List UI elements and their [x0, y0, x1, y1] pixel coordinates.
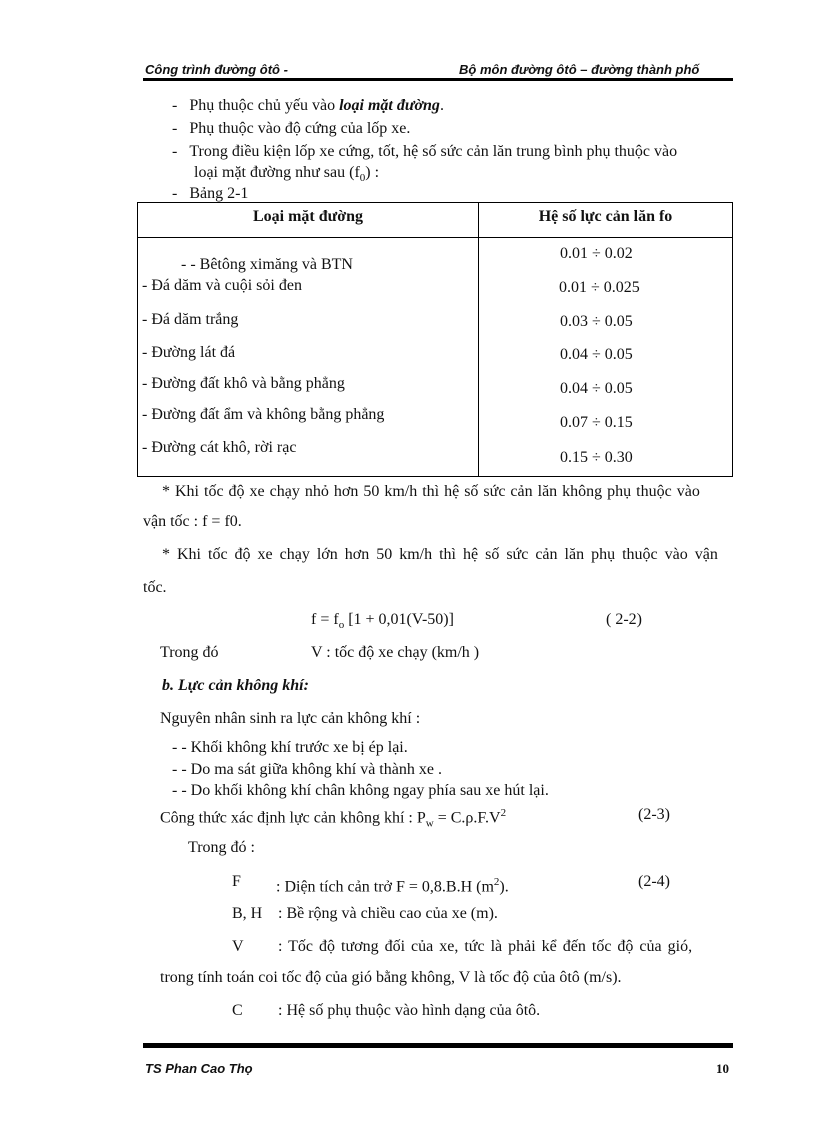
table-surface-column: [138, 238, 479, 477]
bullet-4: - Bảng 2-1: [172, 185, 249, 202]
table-row-coefficient: 0.01 ÷ 0.025: [559, 279, 640, 296]
page-number: 10: [716, 1061, 729, 1076]
rolling-resistance-table: [137, 202, 733, 477]
table-row-surface: - Đường cát khô, rời rạc: [142, 439, 297, 456]
cause-item: - - Do ma sát giữa không khí và thành xe .: [172, 761, 442, 778]
def-c-text: : Hệ số phụ thuộc vào hình dạng của ôtô.: [278, 1002, 541, 1019]
table-row-coefficient: 0.04 ÷ 0.05: [560, 380, 633, 397]
def-bh-symbol: B, H: [232, 905, 263, 922]
table-row-surface: - Đường đất khô và bằng phẳng: [142, 375, 345, 392]
formula-2-4-number: (2-4): [638, 873, 670, 890]
def-v-symbol: V: [232, 938, 244, 955]
bullet-3: - Trong điều kiện lốp xe cứng, tốt, hệ số sức cản lăn trung bình phụ thuộc vào: [172, 143, 678, 160]
para2-line1: * Khi tốc độ xe chạy lớn hơn 50 km/h thì hệ số sức cản lăn phụ thuộc vào vận: [162, 546, 718, 563]
table-row-surface: - Đường đất ẩm và không bằng phẳng: [142, 406, 385, 423]
formula-2-2-number: ( 2-2): [606, 611, 642, 628]
where-label-2: Trong đó :: [188, 839, 255, 856]
table-header-surface: Loại mặt đường: [138, 203, 479, 238]
table-coefficient-column: [479, 238, 733, 477]
def-v-text: : Tốc độ tương đối của xe, tức là phải kể đến tốc độ của gió,: [278, 938, 693, 955]
cause-item: - - Do khối không khí chân không ngay phía sau xe hút lại.: [172, 782, 549, 799]
where-v-definition: V : tốc độ xe chạy (km/h ): [311, 644, 480, 661]
header-rule: [143, 78, 733, 81]
causes-intro: Nguyên nhân sinh ra lực cản không khí :: [160, 710, 421, 727]
para1-line1: * Khi tốc độ xe chạy nhỏ hơn 50 km/h thì hệ số sức cản lăn không phụ thuộc vào: [162, 483, 700, 500]
table-row-surface: - - Bêtông ximăng và BTN: [181, 256, 353, 273]
table-row-surface: - Đá dăm và cuội sỏi đen: [142, 277, 302, 294]
table-header-coefficient: Hệ số lực cản lăn fo: [479, 203, 733, 238]
formula-2-2: $f = f_o$ [1 + 0,01(V-50)]: [311, 611, 454, 632]
header-left: Công trình đường ôtô -: [145, 62, 288, 77]
table-row-surface: - Đá dăm trắng: [142, 311, 239, 328]
formula-2-3: Công thức xác định lực cản không khí : $P_w = C.\rho.F.V^2$: [160, 807, 507, 830]
def-f-symbol: F: [232, 873, 241, 890]
def-f-text: : Diện tích cản trở F = 0,8.B.H $(m^2)$.: [276, 876, 509, 896]
table-row-coefficient: 0.01 ÷ 0.02: [560, 245, 633, 262]
table-row-coefficient: 0.03 ÷ 0.05: [560, 313, 633, 330]
table-row-coefficient: 0.04 ÷ 0.05: [560, 346, 633, 363]
bullet-1: - Phụ thuộc chủ yếu vào loại mặt đường.: [172, 97, 444, 114]
formula-2-3-number: (2-3): [638, 806, 670, 823]
para2-line2: tốc.: [143, 579, 167, 596]
header-right: Bộ môn đường ôtô – đường thành phố: [459, 62, 700, 77]
where-label-1: Trong đó: [160, 644, 219, 661]
def-c-symbol: C: [232, 1002, 243, 1019]
table-row-surface: - Đường lát đá: [142, 344, 236, 361]
bullet-2: - Phụ thuộc vào độ cứng của lốp xe.: [172, 120, 411, 137]
def-v-continuation: trong tính toán coi tốc độ của gió bằng không, V là tốc độ của ôtô (m/s).: [160, 969, 622, 986]
table-row-coefficient: 0.15 ÷ 0.30: [560, 449, 633, 466]
def-bh-text: : Bề rộng và chiều cao của xe (m).: [278, 905, 498, 922]
bullet-3-cont: loại mặt đường như sau $(f_0)$ :: [194, 164, 380, 185]
footer-rule: [143, 1043, 733, 1048]
para1-line2: vận tốc : f = f0.: [143, 513, 242, 530]
cause-item: - - Khối không khí trước xe bị ép lại.: [172, 739, 408, 756]
section-heading-b: b. Lực cản không khí:: [162, 677, 309, 694]
table-row-coefficient: 0.07 ÷ 0.15: [560, 414, 633, 431]
footer-author: TS Phan Cao Thọ: [145, 1061, 253, 1076]
